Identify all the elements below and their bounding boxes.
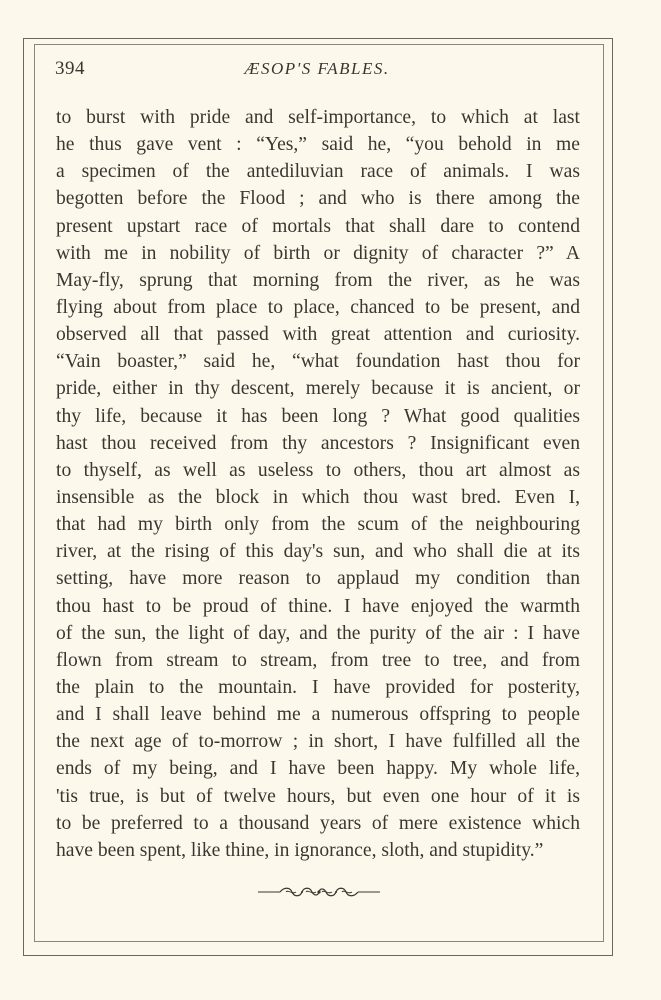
text-line: with me in nobility of birth or dignity of character ?” A <box>56 242 580 264</box>
text-line: to thyself, as well as useless to others, thou art almost as <box>56 459 580 481</box>
text-line: flown from stream to stream, from tree to tree, and from <box>56 649 580 671</box>
text-line: and I shall leave behind me a numerous offspring to people <box>56 704 580 726</box>
text-line: river, at the rising of this day's sun, and who shall die at its <box>56 541 580 563</box>
text-line: 'tis true, is but of twelve hours, but even one hour of it is <box>56 785 580 807</box>
text-line: thou hast to be proud of thine. I have enjoyed the warmth <box>56 595 580 617</box>
text-line: flying about from place to place, chanced to be present, and <box>56 296 580 318</box>
text-line: the next age of to-morrow ; in short, I have fulfilled all the <box>56 731 580 753</box>
page-header <box>55 58 579 82</box>
body-text <box>56 104 580 864</box>
page-number: 394 <box>55 58 85 79</box>
text-line: that had my birth only from the scum of the neighbouring <box>56 514 580 536</box>
text-line: to burst with pride and self-importance, to which at last <box>56 107 580 128</box>
scroll-ornament-icon <box>256 884 382 900</box>
text-line: pride, either in thy descent, merely because it is ancient, or <box>56 378 580 400</box>
text-line: the plain to the mountain. I have provided for posterity, <box>56 676 580 698</box>
text-line: he thus gave vent : “Yes,” said he, “you behold in me <box>56 134 580 156</box>
text-line: to be preferred to a thousand years of mere existence which <box>56 812 580 834</box>
text-line: setting, have more reason to applaud my condition than <box>56 568 580 590</box>
text-line: hast thou received from thy ancestors ? Insignificant even <box>56 432 580 454</box>
text-line: present upstart race of mortals that shall dare to contend <box>56 215 580 237</box>
text-line: May-fly, sprung that morning from the river, as he was <box>56 269 580 291</box>
running-head: ÆSOP'S FABLES. <box>244 59 390 78</box>
text-line: ends of my being, and I have been happy. My whole life, <box>56 758 580 780</box>
text-line: thy life, because it has been long ? What good qualities <box>56 405 580 427</box>
text-line: a specimen of the antediluvian race of animals. I was <box>56 161 580 183</box>
text-line: insensible as the block in which thou wast bred. Even I, <box>56 486 580 508</box>
text-line: have been spent, like thine, in ignorance, sloth, and stupidity.” <box>56 839 544 861</box>
text-line: begotten before the Flood ; and who is there among the <box>56 188 580 210</box>
text-line: “Vain boaster,” said he, “what foundation hast thou for <box>56 351 580 373</box>
text-line: of the sun, the light of day, and the purity of the air : I have <box>56 622 580 644</box>
text-line: observed all that passed with great attention and curiosity. <box>56 324 580 346</box>
